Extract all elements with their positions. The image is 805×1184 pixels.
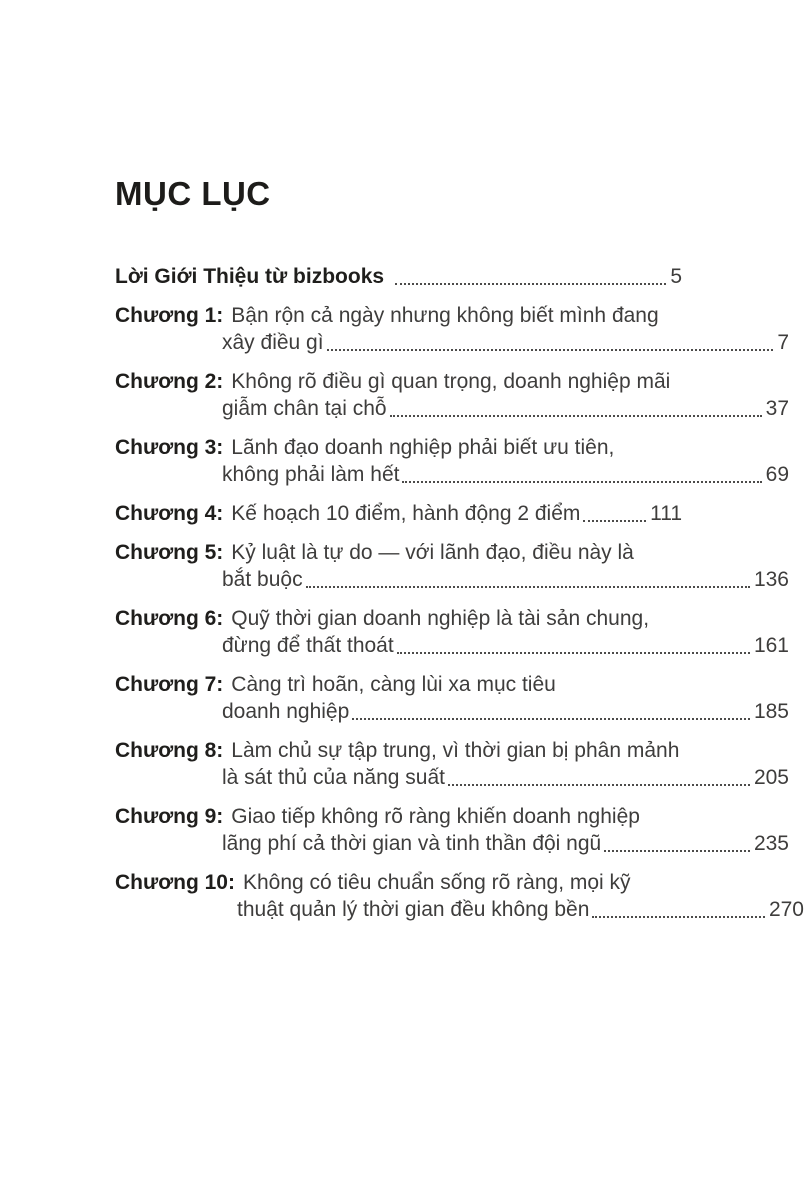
toc-entry-chapter-8 (115, 737, 789, 791)
entry-last-line (115, 698, 789, 725)
page-number: 111 (650, 501, 682, 525)
chapter-title-line1: Càng trì hoãn, càng lùi xa mục tiêu (231, 672, 556, 696)
chapter-label: Chương 4: (115, 501, 224, 525)
chapter-title-line2: đừng để thất thoát (222, 633, 394, 657)
chapter-label: Chương 10: (115, 870, 235, 894)
entry-first-line (115, 302, 682, 329)
dot-leader (306, 586, 750, 588)
dot-leader (327, 349, 774, 351)
chapter-title-line1: Bận rộn cả ngày nhưng không biết mình đang (231, 303, 659, 327)
chapter-title-line1: Lãnh đạo doanh nghiệp phải biết ưu tiên, (231, 435, 615, 459)
chapter-title-line1: Không có tiêu chuẩn sống rõ ràng, mọi kỹ (242, 870, 631, 894)
chapter-label: Chương 7: (115, 672, 224, 696)
entry-last-line (115, 764, 789, 791)
chapter-title-line1: Làm chủ sự tập trung, vì thời gian bị phân mảnh (231, 738, 680, 762)
chapter-label: Chương 1: (115, 303, 224, 327)
entry-first-line (115, 803, 682, 830)
dot-leader (592, 916, 765, 918)
dot-leader (583, 520, 646, 522)
page-number: 205 (753, 765, 789, 789)
chapter-title-line2: thuật quản lý thời gian đều không bền (237, 897, 590, 921)
chapter-label: Chương 5: (115, 540, 224, 564)
page-number: 185 (753, 699, 789, 723)
page-number: 161 (753, 633, 789, 657)
dot-leader (397, 652, 750, 654)
chapter-label: Chương 9: (115, 804, 224, 828)
entry-first-line (115, 671, 682, 698)
dot-leader (604, 850, 750, 852)
toc-entry-chapter-3 (115, 434, 789, 488)
toc-entry-chapter-4 (115, 500, 682, 527)
entry-first-line (115, 539, 682, 566)
toc-entry-chapter-5 (115, 539, 789, 593)
chapter-label: Chương 8: (115, 738, 224, 762)
intro-label: Lời Giới Thiệu từ bizbooks (115, 264, 385, 288)
entry-first-line (115, 605, 682, 632)
toc-entry-chapter-9 (115, 803, 789, 857)
toc-intro-entry (115, 263, 682, 290)
dot-leader (352, 718, 750, 720)
entry-first-line (115, 737, 682, 764)
entry-first-line (115, 434, 682, 461)
chapter-title-line1: Giao tiếp không rõ ràng khiến doanh nghiệp (231, 804, 640, 828)
chapter-title-line2: không phải làm hết (222, 462, 400, 486)
chapter-title-line2: doanh nghiệp (222, 699, 350, 723)
entry-last-line (115, 830, 789, 857)
chapter-title-line2: xây điều gì (222, 330, 324, 354)
page-number: 5 (670, 264, 682, 288)
chapter-title-line1: Quỹ thời gian doanh nghiệp là tài sản chung, (231, 606, 650, 630)
toc-entry-chapter-10 (115, 869, 804, 923)
page-number: 69 (765, 462, 789, 486)
entry-last-line (115, 896, 804, 923)
chapter-label: Chương 6: (115, 606, 224, 630)
entry-last-line (115, 329, 789, 356)
page-number: 136 (753, 567, 789, 591)
page-number: 235 (753, 831, 789, 855)
page-title: MỤC LỤC (115, 175, 271, 212)
page-number: 270 (768, 897, 804, 921)
chapter-title-line2: bắt buộc (222, 567, 303, 591)
chapter-title-line2: lãng phí cả thời gian và tinh thần đội ngũ (222, 831, 602, 855)
dot-leader (395, 283, 666, 285)
chapter-title-line2: là sát thủ của năng suất (222, 765, 445, 789)
entry-last-line (115, 395, 789, 422)
page-number: 7 (777, 330, 789, 354)
page-number: 37 (765, 396, 789, 420)
dot-leader (390, 415, 762, 417)
entry-line (115, 263, 682, 290)
toc-entry-chapter-2 (115, 368, 789, 422)
chapter-label: Chương 2: (115, 369, 224, 393)
dot-leader (402, 481, 761, 483)
toc-entry-chapter-6 (115, 605, 789, 659)
entry-first-line (115, 368, 682, 395)
entry-line (115, 500, 682, 527)
entry-last-line (115, 632, 789, 659)
entry-last-line (115, 566, 789, 593)
dot-leader (448, 784, 750, 786)
chapter-title-line1: Kỷ luật là tự do — với lãnh đạo, điều này là (231, 540, 634, 564)
entry-last-line (115, 461, 789, 488)
chapter-title-line2: giẫm chân tại chỗ (222, 396, 387, 420)
chapter-title-line1: Kế hoạch 10 điểm, hành động 2 điểm (231, 501, 581, 525)
toc-entry-chapter-1 (115, 302, 789, 356)
entry-first-line (115, 869, 682, 896)
toc-entry-chapter-7 (115, 671, 789, 725)
toc-content (115, 174, 804, 935)
chapter-label: Chương 3: (115, 435, 224, 459)
chapter-title-line1: Không rõ điều gì quan trọng, doanh nghiệp mãi (231, 369, 671, 393)
